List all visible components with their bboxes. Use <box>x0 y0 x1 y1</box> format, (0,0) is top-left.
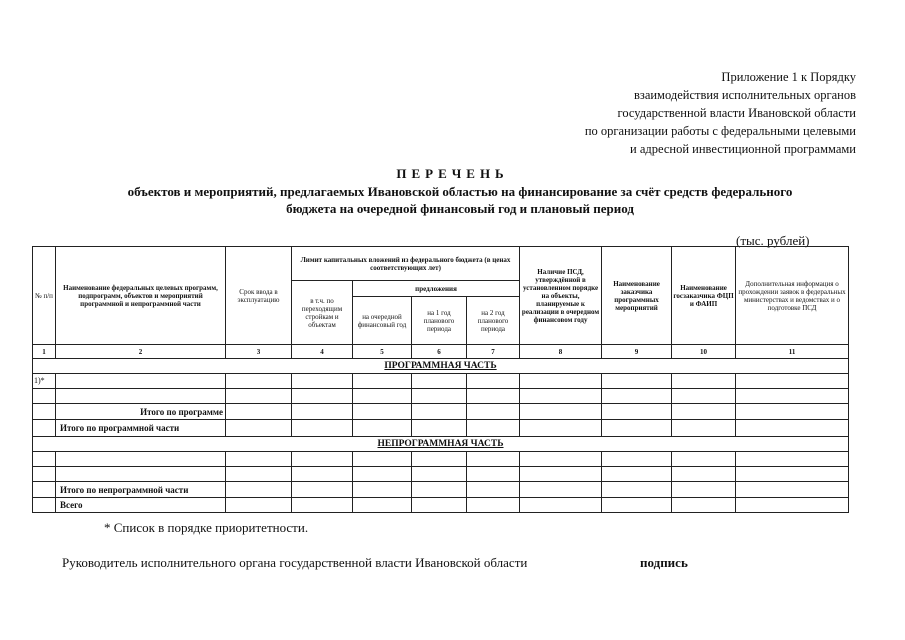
column-number: 5 <box>353 345 412 359</box>
section-nonprogram: НЕПРОГРАММНАЯ ЧАСТЬ <box>33 437 849 452</box>
header-num: № п/п <box>33 247 56 345</box>
column-number: 10 <box>672 345 736 359</box>
table-row <box>33 482 849 498</box>
column-number: 11 <box>736 345 849 359</box>
column-number: 2 <box>56 345 226 359</box>
document-title: ПЕРЕЧЕНЬ <box>396 166 509 181</box>
header-proposals: предложения <box>353 281 520 297</box>
header-year2: на 2 год планового периода <box>467 297 520 345</box>
units-label: (тыс. рублей) <box>736 233 810 248</box>
column-number: 3 <box>226 345 292 359</box>
appendix-line: Приложение 1 к Порядку <box>721 70 856 84</box>
footnote: * Список в порядке приоритетности. <box>104 520 309 535</box>
signature-field: подпись <box>640 555 688 570</box>
table-row <box>33 404 849 420</box>
column-number: 9 <box>602 345 672 359</box>
table-row <box>33 420 849 437</box>
subtitle-line-1: объектов и мероприятий, предлагаемых Ивановской областью на финансирование за счёт средств федерального <box>127 184 793 199</box>
appendix-line: и адресной инвестиционной программами <box>630 142 856 156</box>
header-programs: Наименование заказчика программных мероприятий <box>602 247 672 345</box>
appendix-line: по организации работы с федеральными целевыми <box>584 124 856 138</box>
grand-total-label: Всего <box>56 498 226 513</box>
header-next-year: на очередной финансовый год <box>353 297 412 345</box>
table-row <box>33 452 849 467</box>
appendix-line: государственной власти Ивановской области <box>617 106 856 120</box>
column-numbers-row <box>33 345 849 359</box>
header-commission: Срок ввода в эксплуатацию <box>226 247 292 345</box>
document-subtitle <box>60 183 860 217</box>
table-row <box>33 498 849 513</box>
header-psd: Наличие ПСД, утверждённой в установленном порядке на объекты, планируемые к реализации в очередном финансовом году <box>520 247 602 345</box>
table-row <box>33 467 849 482</box>
header-limit: Лимит капитальных вложений из федерального бюджета (в ценах соответствующих лет) <box>292 247 520 281</box>
header-name: Наименование федеральных целевых программ, подпрограмм, объектов и мероприятий программной и непрограммной части <box>56 247 226 345</box>
column-number: 4 <box>292 345 353 359</box>
column-number: 7 <box>467 345 520 359</box>
signature-label: Руководитель исполнительного органа государственной власти Ивановской области <box>62 555 528 570</box>
column-number: 8 <box>520 345 602 359</box>
total-program-label: Итого по программе <box>56 404 226 420</box>
header-incl: в т.ч. по переходящим стройкам и объектам <box>292 281 353 345</box>
total-program-part-label: Итого по программной части <box>56 420 226 437</box>
appendix-block <box>585 68 856 158</box>
table-row <box>33 389 849 404</box>
header-customer: Наименование госзаказчика ФЦП и ФАИП <box>672 247 736 345</box>
column-number: 6 <box>412 345 467 359</box>
appendix-line: взаимодействия исполнительных органов <box>633 88 856 102</box>
item-number: 1)* <box>33 374 56 389</box>
column-number: 1 <box>33 345 56 359</box>
total-nonprogram-label: Итого по непрограммной части <box>56 482 226 498</box>
section-program: ПРОГРАММНАЯ ЧАСТЬ <box>33 359 849 374</box>
header-year1: на 1 год планового периода <box>412 297 467 345</box>
header-info: Дополнительная информация о прохождении заявок в федеральных министерствах и ведомствах и о подготовке ПСД <box>736 247 849 345</box>
objects-table <box>32 246 849 513</box>
table-row <box>33 374 849 389</box>
subtitle-line-2: бюджета на очередной финансовый год и плановый период <box>286 201 634 216</box>
